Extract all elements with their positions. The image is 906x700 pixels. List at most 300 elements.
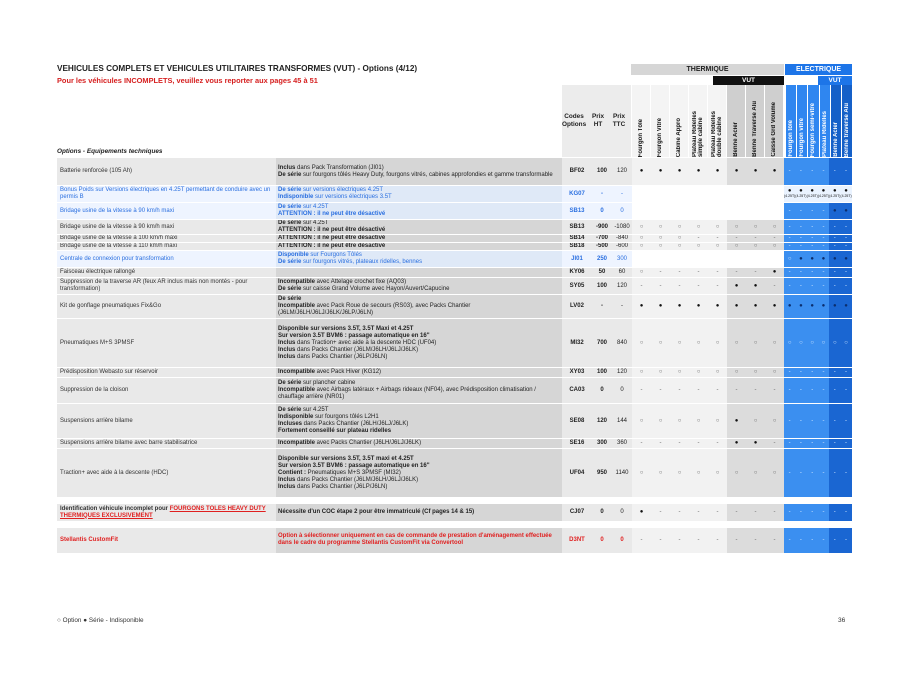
cell-electrique: -: [818, 528, 829, 553]
cell-electrique: -: [807, 404, 818, 439]
cell-thermique: [632, 251, 651, 268]
cell-electrique: -: [840, 278, 851, 295]
cell-thermique: ○: [651, 243, 670, 251]
cell-thermique: ○: [670, 319, 689, 368]
cell-electrique: -: [807, 504, 818, 522]
cell-thermique: -: [765, 278, 784, 295]
cell-electrique: -: [784, 404, 795, 439]
cell-thermique: -: [746, 378, 765, 404]
table-row: [57, 368, 852, 378]
cell-thermique: ○: [632, 319, 651, 368]
cell-thermique: ○: [746, 449, 765, 498]
table-row: [57, 439, 852, 449]
cell-thermique: -: [670, 378, 689, 404]
cell-thermique: ●: [746, 439, 765, 449]
cell-electrique: ○: [784, 319, 795, 368]
cell-thermique: ○: [670, 243, 689, 251]
cell-electrique: [807, 186, 818, 203]
row-code: KY06: [562, 268, 592, 278]
cell-mark: ●: [799, 188, 803, 194]
cell-electrique: ●: [840, 295, 851, 319]
cell-sub: (4.25T): [840, 194, 852, 198]
row-ht: 250: [592, 251, 612, 268]
row-ttc: 0: [612, 203, 632, 220]
cell-thermique: ○: [708, 449, 727, 498]
col-header-label: Fourgon tôlé: [788, 120, 795, 157]
cell-thermique: ●: [632, 504, 651, 522]
row-label: Suppression de la cloison: [57, 378, 276, 404]
cell-electrique: ●: [818, 251, 829, 268]
cell-electrique: ●: [840, 251, 851, 268]
col-header-thermique: [631, 85, 650, 157]
row-ttc: 144: [612, 404, 632, 439]
col-header-thermique: [669, 85, 688, 157]
row-ttc: 300: [612, 251, 632, 268]
cell-electrique: ○: [807, 319, 818, 368]
row-ht: 0: [592, 528, 612, 553]
cell-electrique: -: [784, 378, 795, 404]
row-code: JI01: [562, 251, 592, 268]
col-header-label: Fourgon Tôle: [638, 118, 644, 157]
row-label: Pneumatiques M+S 3PMSF: [57, 319, 276, 368]
cell-electrique: -: [840, 368, 851, 378]
cell-electrique: ●: [829, 203, 840, 220]
cell-electrique: ○: [829, 319, 840, 368]
cell-electrique: ●: [795, 251, 806, 268]
cell-electrique: -: [795, 404, 806, 439]
cell-thermique: [651, 203, 670, 220]
cell-electrique: -: [784, 528, 795, 553]
cell-thermique: -: [746, 504, 765, 522]
cell-thermique: -: [670, 278, 689, 295]
cell-electrique: -: [818, 243, 829, 251]
cell-thermique: ●: [727, 158, 746, 186]
cell-electrique: -: [829, 235, 840, 243]
table-row: [57, 378, 852, 404]
cell-electrique: ○: [840, 319, 851, 368]
col-header-label: Plateau Ridelles double cabine: [711, 110, 723, 157]
cell-thermique: -: [689, 268, 708, 278]
cell-thermique: ○: [689, 404, 708, 439]
cell-electrique: -: [784, 220, 795, 235]
cell-electrique: -: [807, 203, 818, 220]
cell-thermique: ○: [670, 235, 689, 243]
col-header-thermique: [726, 85, 745, 157]
cell-sub: (4.25T): [806, 194, 818, 198]
cell-thermique: ○: [708, 368, 727, 378]
cell-electrique: -: [840, 220, 851, 235]
cell-thermique: [727, 203, 746, 220]
row-detail: Nécessite d'un COC étape 2 pour être immatriculé (Cf pages 14 & 15): [276, 504, 562, 522]
cell-thermique: [765, 186, 784, 203]
cell-electrique: -: [784, 243, 795, 251]
row-code: D3NT: [562, 528, 592, 553]
cell-electrique: -: [784, 449, 795, 498]
cell-electrique: -: [818, 278, 829, 295]
col-header-electrique: [830, 85, 841, 157]
cell-thermique: [670, 186, 689, 203]
options-table: [57, 157, 852, 553]
row-ttc: 360: [612, 439, 632, 449]
table-row: [57, 158, 852, 186]
cell-thermique: ○: [708, 319, 727, 368]
row-code: MI32: [562, 319, 592, 368]
row-detail: [276, 268, 562, 278]
page-subtitle: Pour les véhicules INCOMPLETS, veuillez vous reporter aux pages 45 à 51: [57, 76, 318, 85]
cell-electrique: [840, 186, 851, 203]
cell-thermique: -: [670, 439, 689, 449]
row-ht: -: [592, 186, 612, 203]
cell-electrique: ●: [807, 295, 818, 319]
row-code: SB13: [562, 220, 592, 235]
cell-thermique: -: [727, 528, 746, 553]
row-ht: 50: [592, 268, 612, 278]
cell-sub: (4.25T): [784, 194, 796, 198]
row-code: CJ07: [562, 504, 592, 522]
row-ttc: 840: [612, 319, 632, 368]
cell-electrique: -: [795, 278, 806, 295]
row-ht: -500: [592, 243, 612, 251]
row-ttc: 120: [612, 278, 632, 295]
row-label: Suspensions arrière bilame avec barre stabilisatrice: [57, 439, 276, 449]
row-label: Prédisposition Webasto sur réservoir: [57, 368, 276, 378]
cell-thermique: [746, 186, 765, 203]
header-prix-ttc: Prix TTC: [612, 113, 626, 128]
cell-electrique: -: [807, 449, 818, 498]
row-ttc: -: [612, 295, 632, 319]
row-code: SB14: [562, 235, 592, 243]
cell-thermique: ●: [689, 295, 708, 319]
cell-electrique: -: [784, 439, 795, 449]
row-ht: 100: [592, 278, 612, 295]
cell-thermique: [689, 251, 708, 268]
row-detail: De série sur plancher cabine Incompatible avec Airbags latéraux + Airbags rideaux (NF04), avec Prédisposition climatisation / chauffage arrière (NR01): [276, 378, 562, 404]
cell-electrique: -: [795, 378, 806, 404]
col-header-label: Benne traverse Alu: [844, 102, 851, 157]
cell-thermique: [689, 186, 708, 203]
row-detail: De série Incompatible avec Pack Roue de secours (RS03), avec Packs Chantier (J6LM/J6LH/J6LJ/J6LK/J6LP/J6LN): [276, 295, 562, 319]
row-ttc: -600: [612, 243, 632, 251]
col-header-electrique: [807, 85, 818, 157]
cell-electrique: -: [840, 158, 851, 186]
cell-thermique: -: [746, 528, 765, 553]
cell-thermique: [689, 203, 708, 220]
row-label: Bridage usine de la vitesse à 90 km/h maxi: [57, 220, 276, 235]
cell-thermique: -: [632, 528, 651, 553]
cell-thermique: ○: [746, 319, 765, 368]
cell-thermique: -: [651, 504, 670, 522]
table-row: [57, 449, 852, 498]
cell-thermique: ○: [670, 449, 689, 498]
cell-thermique: [727, 251, 746, 268]
cell-thermique: -: [708, 528, 727, 553]
row-ttc: -1080: [612, 220, 632, 235]
cell-thermique: ○: [651, 368, 670, 378]
cell-thermique: -: [651, 268, 670, 278]
col-header-label: Plateau Ridelles: [821, 110, 828, 157]
row-ttc: 0: [612, 528, 632, 553]
cell-electrique: -: [795, 368, 806, 378]
vut-thermique: VUT: [713, 76, 784, 85]
cell-thermique: ●: [651, 295, 670, 319]
col-header-label: Plateau Ridelles simple cabine: [692, 110, 704, 157]
cell-thermique: ●: [746, 278, 765, 295]
fourgons-link[interactable]: FOURGONS TOLES HEAVY DUTY THERMIQUES EXCLUSIVEMENT: [60, 505, 266, 519]
cell-thermique: -: [746, 268, 765, 278]
cell-thermique: ○: [727, 243, 746, 251]
row-code: CA03: [562, 378, 592, 404]
cell-thermique: -: [651, 528, 670, 553]
cell-thermique: ○: [708, 404, 727, 439]
cell-thermique: -: [651, 278, 670, 295]
cell-thermique: -: [727, 378, 746, 404]
row-code: BF02: [562, 158, 592, 186]
row-ht: 0: [592, 504, 612, 522]
cell-thermique: ○: [689, 368, 708, 378]
cell-thermique: [632, 203, 651, 220]
cell-sub: (4.25T): [829, 194, 841, 198]
table-row: [57, 404, 852, 439]
cell-thermique: ●: [632, 158, 651, 186]
cell-thermique: -: [689, 235, 708, 243]
row-ttc: 120: [612, 368, 632, 378]
row-label: Bonus Poids sur Versions électriques en 4.25T permettant de conduire avec un permis B: [57, 186, 276, 203]
cell-electrique: -: [840, 243, 851, 251]
col-header-thermique: [688, 85, 707, 157]
row-detail: Disponible sur versions 3.5T, 3.5T maxi et 4.25T Sur version 3.5T BVM6 : passage automatique en 16" Contient : Pneumatiques M+S 3PMSF (MI32) Inclus dans Packs Chantier (J6LM/J6LH/J6LJ/J6LK) Inclus dans Packs Chantier (J6LP/J6LN): [276, 449, 562, 498]
cell-thermique: ○: [632, 268, 651, 278]
col-header-label: Benne Acier: [832, 122, 839, 157]
cell-electrique: -: [840, 528, 851, 553]
cell-thermique: ○: [708, 220, 727, 235]
cell-thermique: -: [670, 268, 689, 278]
cell-thermique: ●: [765, 268, 784, 278]
cell-electrique: ●: [795, 295, 806, 319]
row-code: SE08: [562, 404, 592, 439]
cell-electrique: -: [829, 528, 840, 553]
cell-electrique: -: [818, 203, 829, 220]
cell-thermique: -: [689, 378, 708, 404]
cell-electrique: -: [829, 243, 840, 251]
cell-electrique: -: [818, 268, 829, 278]
row-detail: Incompatible avec Attelage crochet fixe (AQ03) De série sur caisse Grand Volume avec Hayon/Auvert/Capucine: [276, 278, 562, 295]
cell-electrique: -: [784, 203, 795, 220]
cell-electrique: -: [818, 235, 829, 243]
cell-thermique: ●: [670, 295, 689, 319]
cell-thermique: ○: [765, 449, 784, 498]
cell-thermique: -: [689, 528, 708, 553]
cell-thermique: -: [632, 378, 651, 404]
col-header-label: Benne Traverse Alu: [752, 101, 758, 157]
legend: ○ Option ● Série - Indisponible: [57, 617, 144, 624]
cell-mark: ●: [810, 188, 815, 194]
row-ttc: 60: [612, 268, 632, 278]
cell-thermique: -: [708, 378, 727, 404]
cell-thermique: [670, 203, 689, 220]
row-ttc: 1140: [612, 449, 632, 498]
row-ht: -700: [592, 235, 612, 243]
cell-electrique: -: [840, 404, 851, 439]
cell-thermique: -: [708, 504, 727, 522]
cell-thermique: [727, 186, 746, 203]
row-label: Suppression de la traverse AR (feux AR inclus mais non montés - pour transformation): [57, 278, 276, 295]
cell-electrique: -: [818, 220, 829, 235]
col-header-electrique: [796, 85, 807, 157]
cell-thermique: -: [727, 504, 746, 522]
col-header-label: Fourgon semi-vitré: [810, 102, 817, 157]
cell-thermique: ●: [727, 295, 746, 319]
cell-electrique: -: [818, 158, 829, 186]
cell-electrique: ●: [807, 251, 818, 268]
cell-thermique: ●: [727, 404, 746, 439]
cell-thermique: [765, 203, 784, 220]
header-codes-options: Codes Options: [562, 113, 587, 128]
row-label: Kit de gonflage pneumatiques Fix&Go: [57, 295, 276, 319]
cell-thermique: -: [651, 439, 670, 449]
cell-thermique: ●: [708, 158, 727, 186]
row-label: Bridage usine de la vitesse à 90 km/h maxi: [57, 203, 276, 220]
cell-thermique: -: [651, 378, 670, 404]
cell-electrique: -: [807, 220, 818, 235]
cell-electrique: -: [795, 203, 806, 220]
cell-electrique: -: [840, 439, 851, 449]
cell-thermique: -: [746, 235, 765, 243]
cell-thermique: ○: [632, 243, 651, 251]
cell-electrique: -: [840, 504, 851, 522]
cell-sub: (4.25T): [795, 194, 807, 198]
cell-electrique: -: [818, 504, 829, 522]
cell-thermique: ○: [765, 404, 784, 439]
row-code: SB18: [562, 243, 592, 251]
cell-thermique: [746, 203, 765, 220]
cell-thermique: -: [689, 504, 708, 522]
row-detail: De série sur 4.25T ATTENTION : il ne peut être désactivé: [276, 220, 562, 235]
cell-electrique: -: [795, 220, 806, 235]
cell-electrique: -: [784, 278, 795, 295]
col-header-label: Caisse Grd Volume: [771, 102, 777, 157]
vut-electrique: VUT: [818, 76, 852, 85]
cell-thermique: [746, 251, 765, 268]
cell-electrique: ○: [818, 319, 829, 368]
cell-electrique: -: [840, 268, 851, 278]
row-label: Stellantis CustomFit: [57, 528, 276, 553]
cell-mark: ●: [821, 188, 826, 194]
cell-electrique: -: [795, 528, 806, 553]
table-row: [57, 278, 852, 295]
row-ttc: 120: [612, 158, 632, 186]
cell-electrique: -: [795, 243, 806, 251]
cell-thermique: ○: [746, 368, 765, 378]
row-ttc: 0: [612, 378, 632, 404]
cell-electrique: -: [829, 268, 840, 278]
cell-electrique: -: [784, 158, 795, 186]
cell-thermique: -: [670, 528, 689, 553]
cell-thermique: -: [727, 235, 746, 243]
cell-electrique: -: [807, 528, 818, 553]
cell-electrique: -: [829, 504, 840, 522]
row-detail: Disponible sur Fourgons Tôlés De série sur fourgons vitrés, plateaux ridelles, bennes: [276, 251, 562, 268]
col-header-label: Benne Acier: [733, 122, 739, 157]
row-ht: -: [592, 295, 612, 319]
cell-mark: ●: [832, 188, 837, 194]
header-prix-ht: Prix HT: [591, 113, 605, 128]
cell-electrique: -: [795, 158, 806, 186]
cell-thermique: ○: [632, 449, 651, 498]
cell-thermique: ●: [765, 295, 784, 319]
cell-electrique: -: [784, 504, 795, 522]
cell-electrique: -: [840, 449, 851, 498]
cell-electrique: -: [829, 220, 840, 235]
col-header-label: Cabine Appro: [676, 117, 682, 157]
cell-electrique: -: [829, 378, 840, 404]
row-detail: Inclus dans Pack Transformation (JI01) De série sur fourgons tôlés Heavy Duty, fourgons vitrés, cabines approfondies et gamme transformable: [276, 158, 562, 186]
cell-electrique: -: [795, 449, 806, 498]
cell-electrique: -: [795, 268, 806, 278]
row-ht: 100: [592, 368, 612, 378]
row-ht: 300: [592, 439, 612, 449]
cell-electrique: -: [784, 268, 795, 278]
cell-thermique: ●: [746, 295, 765, 319]
table-row: [57, 186, 852, 203]
row-detail: ATTENTION : il ne peut être désactivé: [276, 243, 562, 251]
cell-thermique: [670, 251, 689, 268]
cell-electrique: -: [818, 368, 829, 378]
cell-electrique: -: [795, 439, 806, 449]
cell-thermique: -: [765, 439, 784, 449]
row-label: Suspensions arrière bilame: [57, 404, 276, 439]
cell-thermique: -: [708, 278, 727, 295]
band-electrique: ELECTRIQUE: [785, 64, 852, 75]
table-row: [57, 268, 852, 278]
row-label: Bridage usine de la vitesse à 110 km/h maxi: [57, 243, 276, 251]
row-detail: Option à sélectionner uniquement en cas de commande de prestation d'aménagement effectuée dans le cadre du programme Stellantis CustomFit via Convertool: [276, 528, 562, 553]
cell-thermique: ○: [746, 243, 765, 251]
cell-mark: ●: [787, 188, 792, 194]
cell-thermique: ●: [727, 278, 746, 295]
col-header-electrique: [785, 85, 796, 157]
row-ttc: -840: [612, 235, 632, 243]
row-ht: 700: [592, 319, 612, 368]
row-detail: Incompatible avec Packs Chantier (J6LH/J6LJ/J6LK): [276, 439, 562, 449]
table-row: [57, 235, 852, 243]
cell-thermique: -: [765, 504, 784, 522]
cell-thermique: ○: [632, 368, 651, 378]
band-thermique: THERMIQUE: [631, 64, 784, 75]
page-title: VEHICULES COMPLETS ET VEHICULES UTILITAIRES TRANSFORMES (VUT) - Options (4/12): [57, 64, 418, 73]
row-label: Centrale de connexion pour transformation: [57, 251, 276, 268]
table-row: [57, 528, 852, 553]
row-detail: Disponible sur versions 3.5T, 3.5T Maxi et 4.25T Sur version 3.5T BVM6 : passage automatique en 16" Inclus dans Traction+ avec aide à la descente HDC (UF04) Inclus dans Packs Chantier (J6LM/J6LH/J6LJ/J6LK) Inclus dans Packs Chantier (J6LP/J6LN): [276, 319, 562, 368]
cell-electrique: -: [795, 504, 806, 522]
row-detail: Incompatible avec Pack Hiver (KG12): [276, 368, 562, 378]
cell-thermique: ○: [708, 243, 727, 251]
cell-thermique: ○: [670, 404, 689, 439]
cell-thermique: ○: [670, 220, 689, 235]
cell-thermique: ○: [727, 220, 746, 235]
cell-thermique: [708, 251, 727, 268]
cell-electrique: -: [807, 158, 818, 186]
cell-electrique: -: [829, 439, 840, 449]
cell-electrique: [784, 186, 795, 203]
row-detail: De série sur 4.25T Indisponible sur fourgons tôlés L2H1 Incluses dans Packs Chantier (J6LH/J6LJ/J6LK) Fortement conseillé sur plateau ridelles: [276, 404, 562, 439]
cell-thermique: ●: [708, 295, 727, 319]
cell-thermique: ●: [746, 158, 765, 186]
cell-thermique: ○: [746, 404, 765, 439]
cell-electrique: [829, 186, 840, 203]
row-ht: 0: [592, 203, 612, 220]
table-row: [57, 220, 852, 235]
cell-electrique: -: [829, 158, 840, 186]
